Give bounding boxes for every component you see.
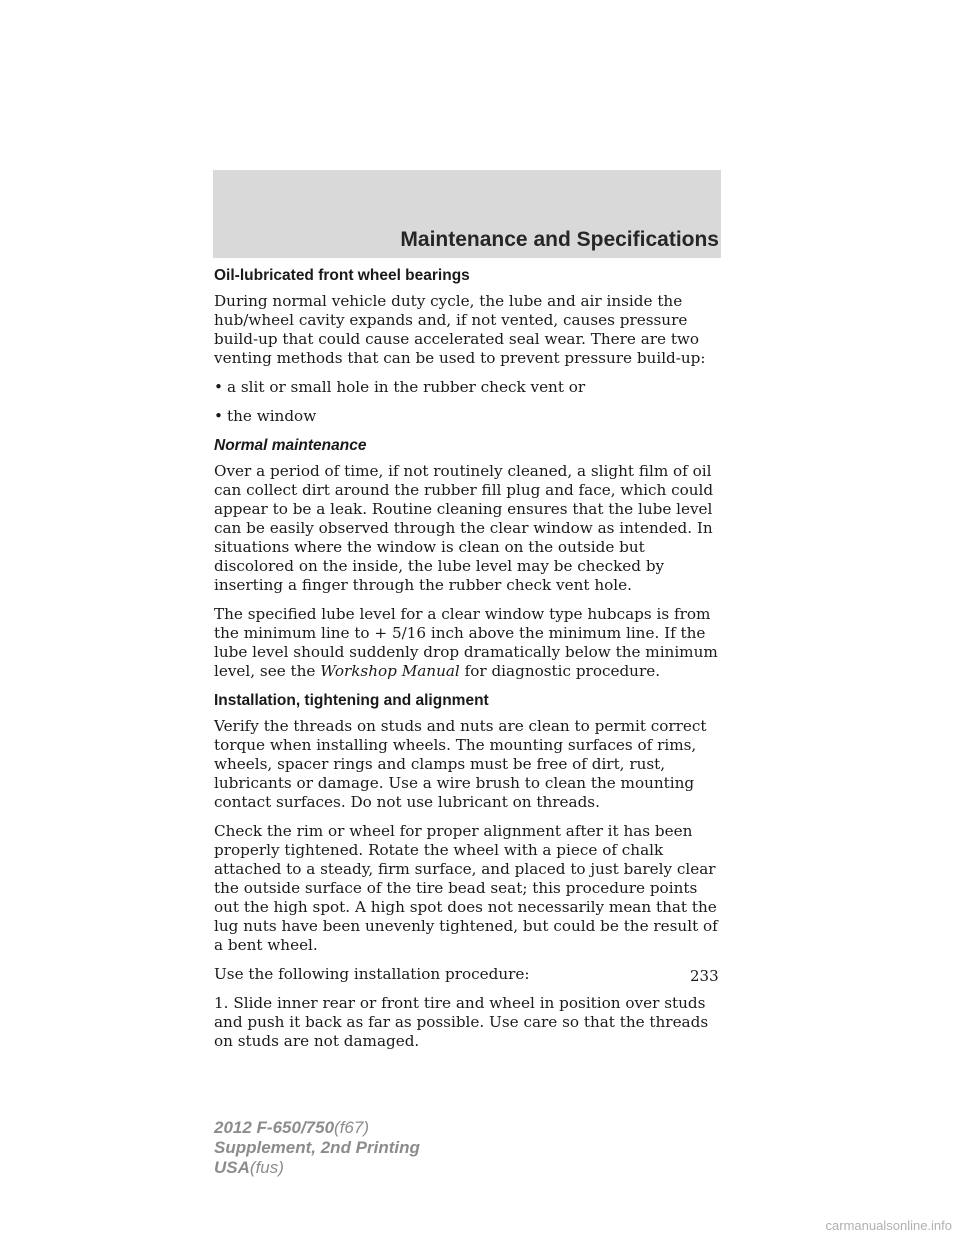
section-title: Maintenance and Specifications	[400, 228, 719, 251]
watermark: carmanualsonline.info	[825, 1218, 952, 1233]
paragraph-alignment: Check the rim or wheel for proper alignment after it has been properly tightened. Rotate the wheel with a piece of chalk attached to a steady, firm surface, and placed to just barely clear the outside surface of the tire bead seat; this procedure points out the high spot. A high spot does not necessarily mean that the lug nuts have been unevenly tightened, but could be the result of a bent wheel.	[214, 822, 718, 954]
list-item-text: the window	[227, 407, 317, 425]
lube-level-text: The specified lube level for a clear window type hubcaps is from the minimum line to + 5/16 inch above the minimum line. If the lube level should suddenly drop dramatically below the minimum level, see the	[214, 605, 718, 680]
paragraph-venting: During normal vehicle duty cycle, the lube and air inside the hub/wheel cavity expands and, if not vented, causes pressure build-up that could cause accelerated seal wear. There are two venting methods that can be used to prevent pressure build-up:	[214, 292, 706, 367]
paragraph-threads: Verify the threads on studs and nuts are clean to permit correct torque when installing wheels. The mounting surfaces of rims, wheels, spacer rings and clamps must be free of dirt, rust, lubricants or damage. Use a wire brush to clean the mounting contact surfaces. Do not use lubricant on threads.	[214, 717, 707, 811]
page-content	[214, 266, 726, 1061]
bullet-icon: •	[214, 378, 223, 396]
list-item	[214, 378, 726, 397]
lube-level-text-end: for diagnostic procedure.	[464, 662, 661, 680]
paragraph-procedure-intro: Use the following installation procedure:	[214, 965, 530, 983]
footer-market-code: (fus)	[249, 1158, 284, 1177]
footer-market: USA	[214, 1158, 250, 1177]
list-item-text: a slit or small hole in the rubber check vent or	[227, 378, 586, 396]
page-number: 233	[690, 967, 719, 985]
heading-normal-maintenance: Normal maintenance	[214, 437, 367, 454]
bullet-icon: •	[214, 407, 223, 425]
footer-line-1	[214, 1118, 420, 1138]
heading-oil-bearings: Oil-lubricated front wheel bearings	[214, 267, 470, 284]
list-item	[214, 407, 726, 426]
footer-model: 2012 F-650/750	[214, 1118, 335, 1137]
procedure-step-1: 1. Slide inner rear or front tire and wheel in position over studs and push it back as far as possible. Use care so that the threads on studs are not damaged.	[214, 994, 709, 1050]
paragraph-lube-level	[214, 605, 726, 681]
heading-installation: Installation, tightening and alignment	[214, 692, 489, 709]
workshop-manual-reference: Workshop Manual	[320, 662, 460, 680]
paragraph-maintenance: Over a period of time, if not routinely cleaned, a slight film of oil can collect dirt around the rubber fill plug and face, which could appear to be a leak. Routine cleaning ensures that the lube level can be easily observed through the clear window as intended. In situations where the window is clean on the outside but discolored on the inside, the lube level may be checked by inserting a finger through the rubber check vent hole.	[214, 462, 714, 594]
footer	[214, 1118, 420, 1178]
footer-line-2: Supplement, 2nd Printing	[214, 1138, 420, 1157]
footer-line-3	[214, 1158, 420, 1178]
footer-model-code: (f67)	[334, 1118, 370, 1137]
